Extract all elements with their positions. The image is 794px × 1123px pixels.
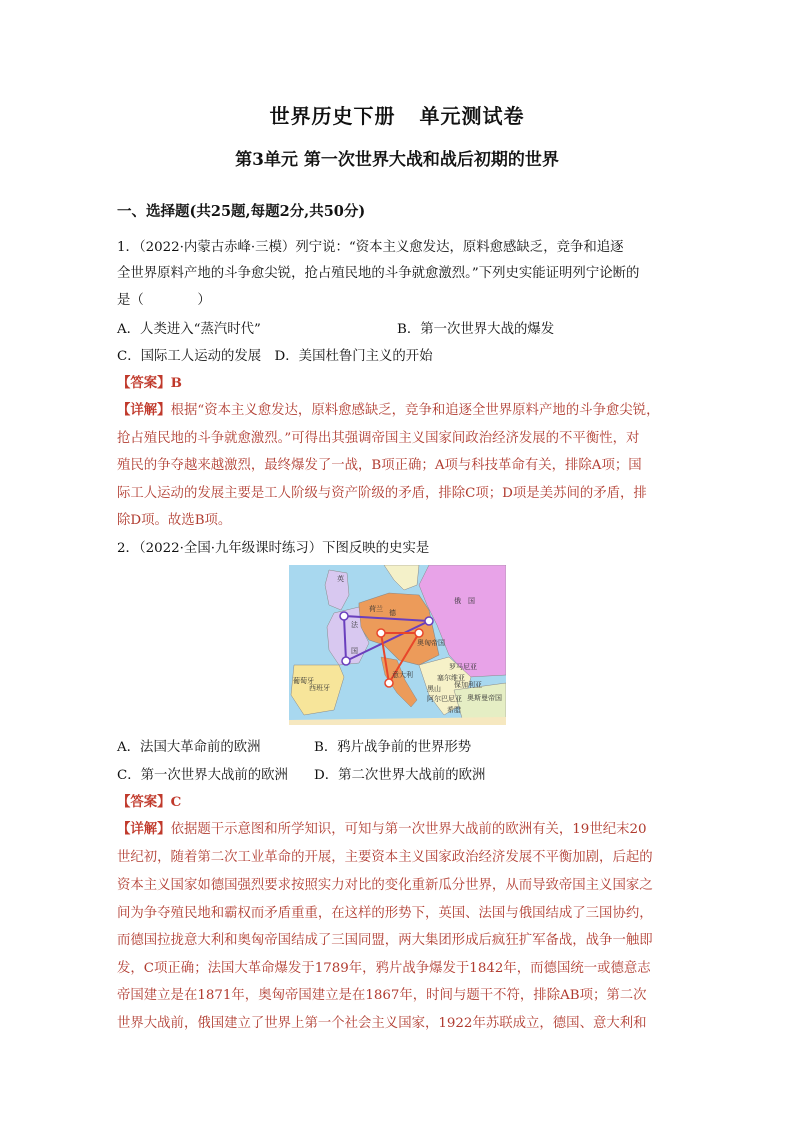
q1-option-d: D．美国杜鲁门主义的开始 [274, 349, 433, 364]
svg-text:意大利: 意大利 [392, 671, 413, 679]
svg-text:俄 国: 俄 国 [454, 597, 475, 605]
svg-text:西班牙: 西班牙 [309, 684, 330, 692]
svg-text:奥斯曼帝国: 奥斯曼帝国 [467, 694, 502, 702]
q1-options-cd [117, 345, 433, 364]
q2-explain-line-8: 世界大战前，俄国建立了世界上第一个社会主义国家，1922年苏联成立，德国、意大利和 [117, 1016, 647, 1031]
q2-explain-line-2: 世纪初，随着第二次工业革命的开展，主要资本主义国家政治经济发展不平衡加剧，后起的 [117, 850, 653, 865]
q2-explain-line-1: 【详解】依据题干示意图和所学知识，可知与第一次世界大战前的欧洲有关，19世纪末20 [117, 821, 647, 837]
q1-explain-line-5: 除D项。故选B项。 [117, 513, 232, 528]
q2-answer [117, 791, 181, 810]
q1-stem-line-1: 1．（2022·内蒙古赤峰·三模）列宁说：“资本主义愈发达，原料愈感缺乏，竞争和追逐 [117, 240, 624, 255]
q1-stem-line-2: 全世界原料产地的斗争愈尖锐，抢占殖民地的斗争就愈激烈。”下列史实能证明列宁论断的 [117, 266, 640, 281]
section-heading: 一、选择题(共25题,每题2分,共50分) [117, 203, 366, 220]
q1-stem-line-3: 是（ ） [117, 293, 211, 308]
q2-explain-line-4: 间为争夺殖民地和霸权而矛盾重重，在这样的形势下，英国、法国与俄国结成了三国协约， [117, 906, 653, 921]
europe-alliances-map [289, 565, 506, 725]
q2-explain-line-3: 资本主义国家如德国强烈要求按照实力对比的变化重新瓜分世界，从而导致帝国主义国家之 [117, 878, 653, 893]
explain-label: 【详解】 [117, 821, 171, 837]
answer-value: C [170, 794, 182, 810]
svg-text:荷兰: 荷兰 [369, 605, 383, 613]
q2-stem: 2．（2022·全国·九年级课时练习）下图反映的史实是 [117, 541, 430, 556]
q2-explain-line-7: 帝国建立是在1871年，奥匈帝国建立是在1867年，时间与题干不符，排除AB项；第二次 [117, 988, 647, 1003]
svg-text:塞尔维亚: 塞尔维亚 [437, 674, 465, 682]
q1-explain-line-2: 抢占殖民地的斗争就愈激烈。”可得出其强调帝国主义国家间政治经济发展的不平衡性，对 [117, 431, 640, 446]
answer-label: 【答案】 [117, 375, 171, 391]
svg-text:英: 英 [337, 575, 344, 583]
q2-explain-line-5: 而德国拉拢意大利和奥匈帝国结成了三国同盟，两大集团形成后疯狂扩军备战，战争一触即 [117, 933, 653, 948]
unit-subtitle: 第3单元 第一次世界大战和战后初期的世界 [235, 150, 559, 170]
answer-value: B [170, 375, 182, 391]
svg-text:黑山: 黑山 [427, 685, 441, 693]
page-title [0, 100, 794, 129]
svg-text:罗马尼亚: 罗马尼亚 [449, 663, 477, 671]
svg-text:阿尔巴尼亚: 阿尔巴尼亚 [427, 695, 462, 703]
q2-explain-line-6: 发，C项正确；法国大革命爆发于1789年，鸦片战争爆发于1842年，而德国统一或德意志 [117, 961, 651, 976]
svg-text:国: 国 [351, 647, 358, 655]
q1-explain-line-1: 【详解】根据“资本主义愈发达，原料愈感缺乏，竞争和追逐全世界原料产地的斗争愈尖锐， [117, 402, 660, 418]
svg-text:希腊: 希腊 [447, 706, 461, 714]
q1-option-c: C．国际工人运动的发展 [117, 349, 262, 364]
svg-text:法: 法 [351, 621, 358, 629]
q2-option-c: C．第一次世界大战前的欧洲 [117, 768, 288, 783]
q1-explain-line-3: 殖民的争夺越来越激烈，最终爆发了一战，B项正确；A项与科技革命有关，排除A项；国 [117, 458, 642, 473]
q2-option-b: B．鸦片战争前的世界形势 [314, 740, 472, 755]
explain-label: 【详解】 [117, 402, 171, 418]
svg-text:保加利亚: 保加利亚 [454, 681, 482, 689]
title-part2: 单元测试卷 [419, 104, 525, 128]
q1-explain-line-4: 际工人运动的发展主要是工人阶级与资产阶级的矛盾，排除C项；D项是美苏间的矛盾，排 [117, 486, 647, 501]
answer-label: 【答案】 [117, 794, 171, 810]
title-part1: 世界历史下册 [269, 104, 396, 128]
svg-text:德: 德 [389, 609, 396, 617]
q1-option-b: B．第一次世界大战的爆发 [397, 322, 555, 337]
q1-answer [117, 372, 182, 391]
q2-option-a: A．法国大革命前的欧洲 [117, 740, 261, 755]
svg-text:葡萄牙: 葡萄牙 [293, 677, 314, 685]
svg-text:奥匈帝国: 奥匈帝国 [417, 639, 445, 647]
q2-option-d: D．第二次世界大战前的欧洲 [314, 768, 486, 783]
q1-option-a: A．人类进入“蒸汽时代” [117, 322, 261, 337]
